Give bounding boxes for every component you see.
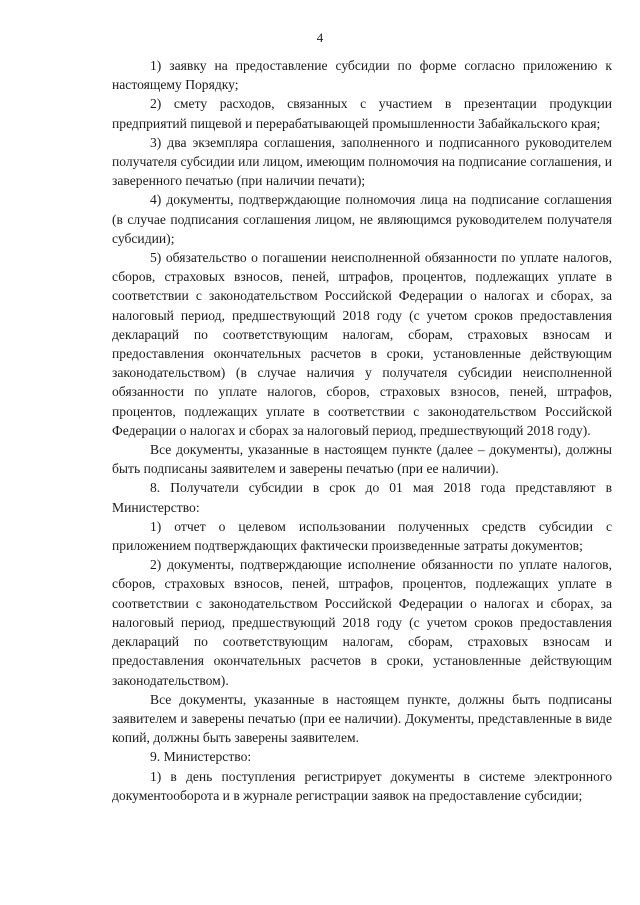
paragraph-section-8-signature-note: Все документы, указанные в настоящем пункте, должны быть подписаны заявителем и заверены печатью (при ее наличии). Документы, представленные в виде копий, должны быть заверены заявителем. [112,691,612,746]
paragraph-item-5-tax-obligation: 5) обязательство о погашении неисполненной обязанности по уплате налогов, сборов, страховых взносов, пеней, штрафов, процентов, подлежащих уплате в соответствии с законодательством Российской Федерации о налогах и сборах, за налоговый период, предшествующий 2018 году (с учетом сроков предоставления деклараций по соответствующим налогам, сборам, страховых взносам и предоставления окончательных расчетов в сроки, установленные действующим законодательством) (в случае наличия у получателя субсидии неисполненной обязанности по уплате налогов, сборов, страховых взносов, пеней, штрафов, процентов, подлежащих уплате в соответствии с законодательством Российской Федерации о налогах и сборах за налоговый период, предшествующий 2018 году). [112,250,612,438]
paragraph-section-9-item-1-registration: 1) в день поступления регистрирует документы в системе электронного документооборота и в журнале регистрации заявок на предоставление субсидии; [112,768,612,803]
paragraph-item-3-agreement-copies: 3) два экземпляра соглашения, заполненного и подписанного руководителем получателя субсидии или лицом, имеющим полномочия на подписание соглашения, и заверенного печатью (при наличии печати); [112,134,612,189]
paragraph-item-1-application: 1) заявку на предоставление субсидии по форме согласно приложению к настоящему Порядку; [112,58,612,93]
paragraph-item-2-cost-estimate: 2) смету расходов, связанных с участием в презентации продукции предприятий пищевой и перерабатывающей промышленности Забайкальского края; [112,96,612,131]
paragraph-section-8-item-2-tax-documents: 2) документы, подтверждающие исполнение обязанности по уплате налогов, сборов, страховых взносов, пеней, штрафов, процентов, подлежащих уплате в соответствии с законодательством Российской Федерации о налогах и сборах, за налоговый период, предшествующий 2018 году (с учетом сроков предоставления деклараций по соответствующим налогам, сборам, страховых взносам и предоставления окончательных расчетов в сроки, установленные действующим законодательством). [112,557,612,688]
paragraph-section-9: 9. Министерство: [150,749,252,765]
paragraph-section-8: 8. Получатели субсидии в срок до 01 мая 2018 года представляют в Министерство: [112,480,612,515]
paragraph-documents-signature-note: Все документы, указанные в настоящем пункте (далее – документы), должны быть подписаны заявителем и заверены печатью (при ее наличии). [112,442,612,477]
page-number: 4 [316,30,324,45]
document-body [112,56,612,805]
paragraph-item-4-authority-documents: 4) документы, подтверждающие полномочия лица на подписание соглашения (в случае подписания соглашения лицом, не являющимся руководителем получателя субсидии); [112,192,612,246]
paragraph-section-8-item-1-report: 1) отчет о целевом использовании полученных средств субсидии с приложением подтверждающих фактически произведенные затраты документов; [112,518,612,554]
